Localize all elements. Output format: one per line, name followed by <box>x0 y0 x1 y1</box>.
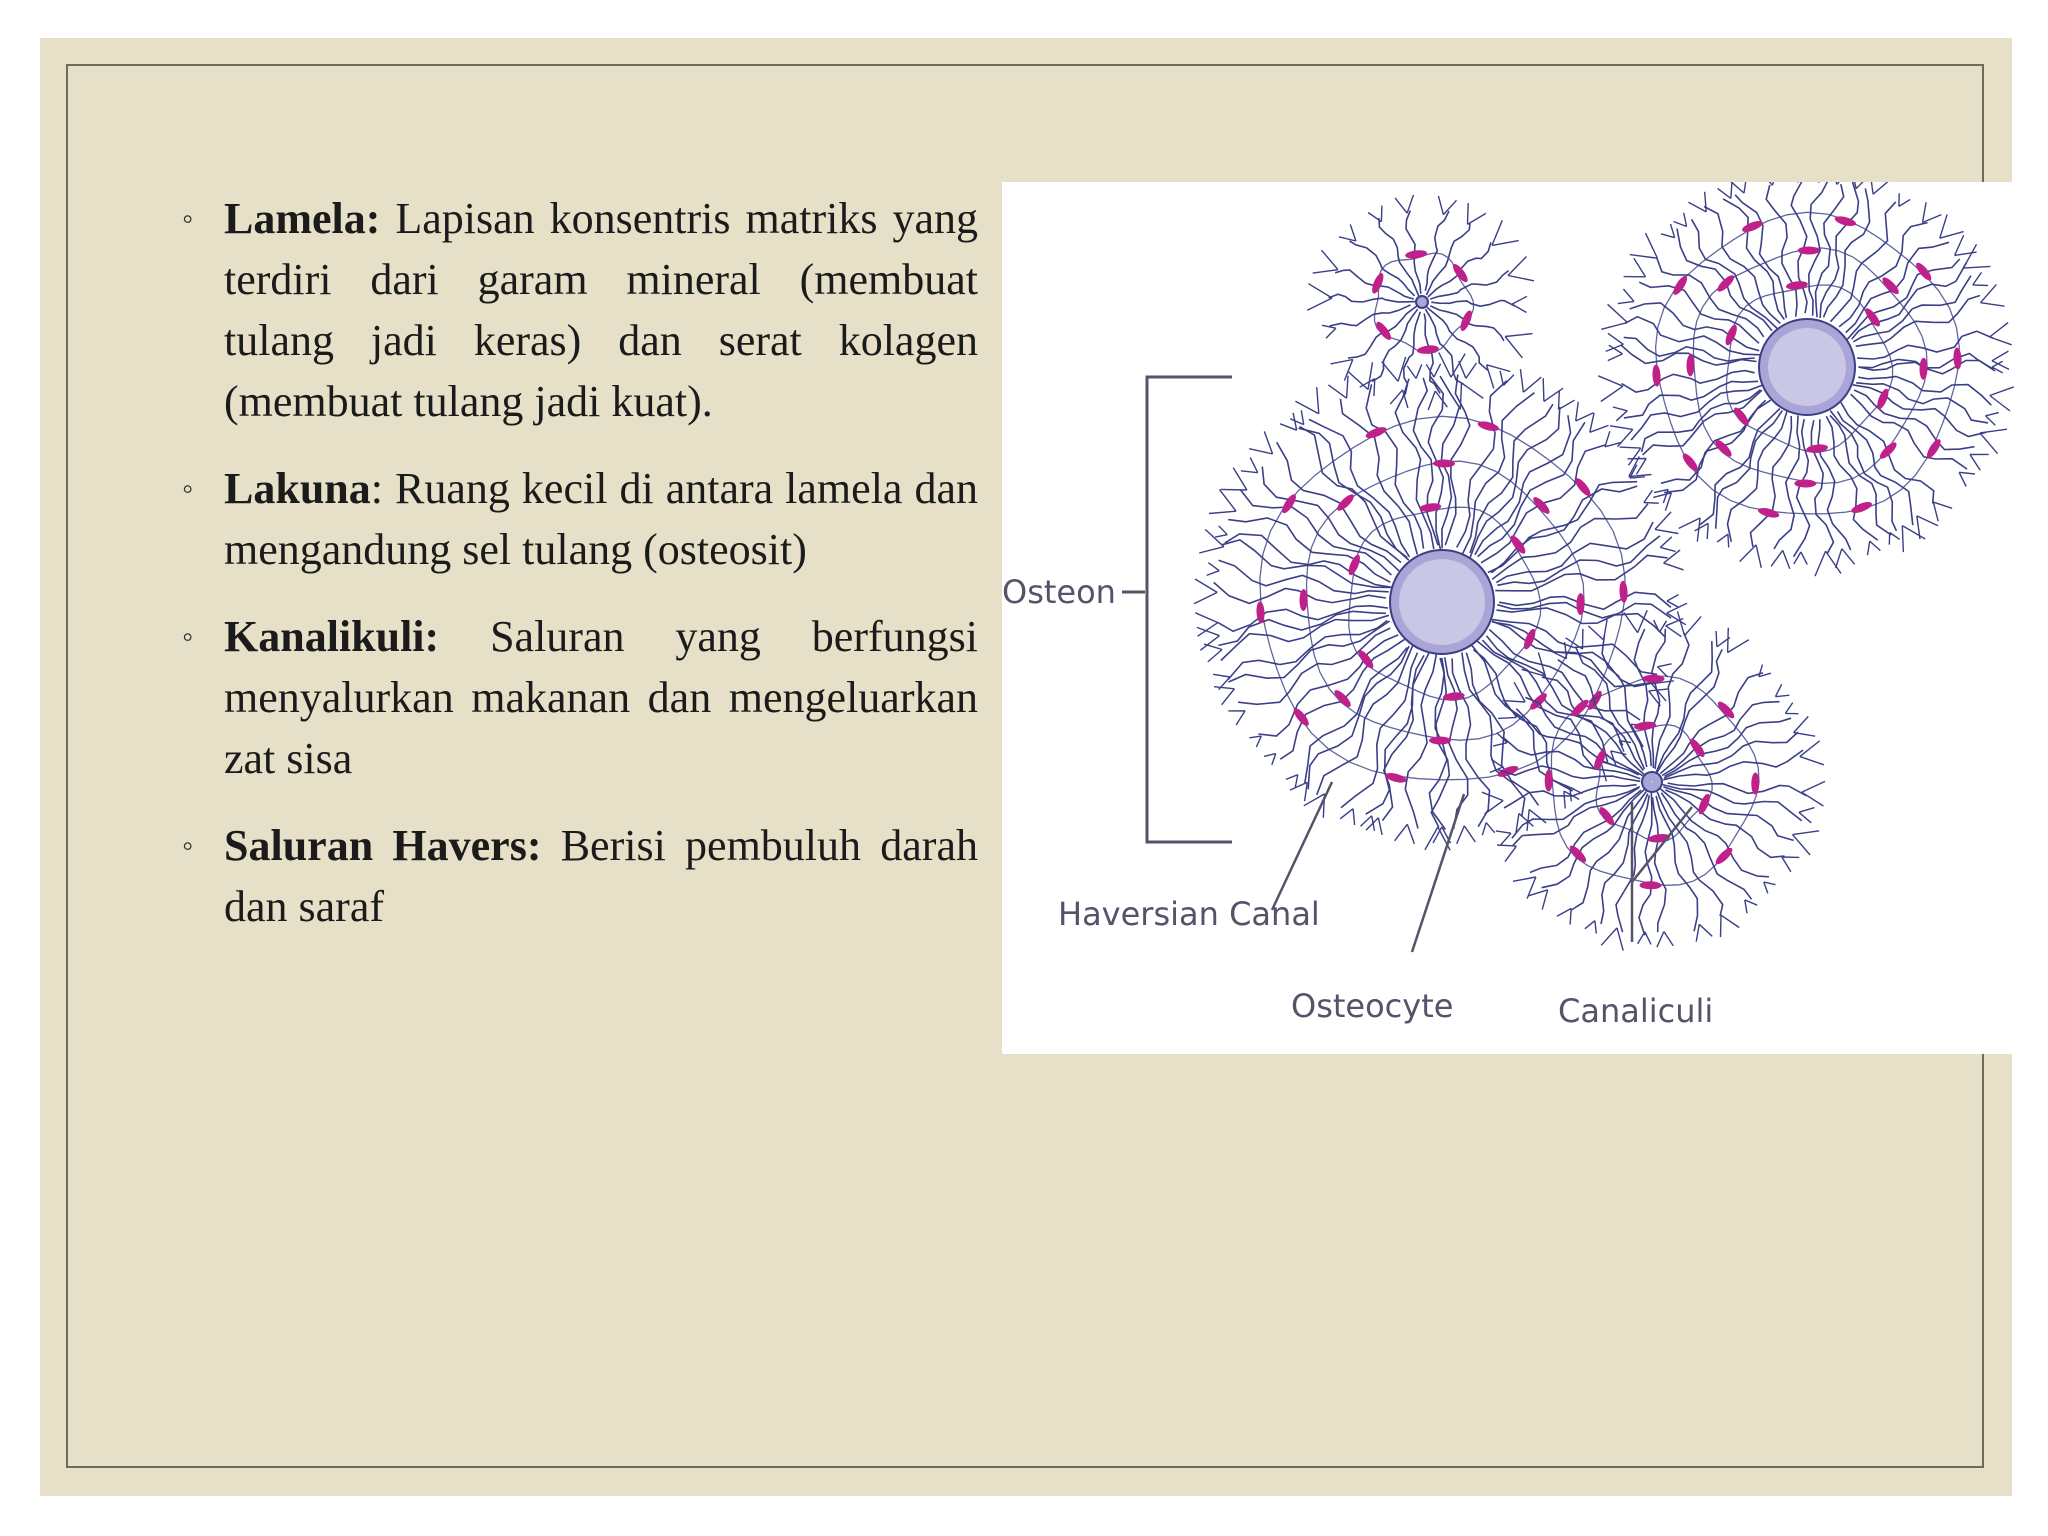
bullet-term: Saluran Havers: <box>224 821 542 870</box>
canaliculus-branch <box>1438 196 1456 215</box>
canaliculus-line <box>1692 219 1778 328</box>
canaliculus-branch <box>1395 824 1415 844</box>
canaliculus-branch <box>1340 809 1354 825</box>
canaliculus-line <box>1630 303 1760 351</box>
canaliculus-branch <box>1990 323 2012 345</box>
canaliculus-line <box>1662 785 1801 821</box>
osteocyte-label: Osteocyte <box>1291 987 1454 1025</box>
canaliculus-branch <box>1782 857 1799 872</box>
osteocyte-cell <box>1332 688 1353 709</box>
haversian-canal <box>1399 559 1485 645</box>
canaliculus-branch <box>1980 429 2007 453</box>
bullet-circle-icon: ◦ <box>182 827 194 863</box>
osteocyte-cell <box>1914 261 1934 283</box>
canaliculus-branch <box>1492 220 1519 245</box>
canaliculus-branch <box>1249 431 1272 454</box>
canaliculus-branch <box>1428 391 1447 410</box>
canaliculus-branch <box>1955 235 1977 255</box>
canaliculus-branch <box>1630 233 1658 258</box>
osteon-artwork <box>1194 182 2014 951</box>
canaliculus-line <box>1660 789 1769 877</box>
canaliculus-branch <box>1505 334 1532 358</box>
haversian-canal-label: Haversian Canal <box>1058 895 1320 933</box>
haversian-canal-ring <box>1416 296 1428 308</box>
canaliculus-line <box>1854 390 1974 450</box>
canaliculus-branch <box>1870 182 1892 194</box>
slide <box>40 38 2012 1496</box>
osteocyte-cell <box>1757 506 1780 519</box>
osteocyte-cell <box>1924 437 1943 460</box>
osteocyte-leader <box>1412 794 1464 952</box>
bullet-item <box>182 458 978 580</box>
canaliculus-line <box>1475 415 1571 554</box>
canaliculus-branch <box>1620 447 1641 465</box>
bullet-term: Lamela: <box>224 194 381 243</box>
osteocyte-cell <box>1508 533 1528 555</box>
canaliculus-line <box>1625 317 1761 355</box>
canaliculus-branch <box>1264 754 1276 765</box>
canaliculus-branch <box>1740 545 1762 568</box>
canaliculus-branch <box>1590 413 1609 432</box>
canaliculus-branch <box>1728 628 1749 653</box>
canaliculus-branch <box>1601 928 1623 951</box>
canaliculus-branch <box>1899 193 1910 206</box>
canaliculus-line <box>1427 307 1488 370</box>
canaliculus-line <box>1457 381 1507 548</box>
canaliculus-branch <box>1496 831 1511 845</box>
osteocyte-cell <box>1639 881 1661 889</box>
canaliculus-branch <box>1503 682 1526 702</box>
canaliculus-branch <box>1990 387 2014 411</box>
canaliculus-line <box>1228 518 1390 582</box>
canaliculus-branch <box>1764 882 1776 893</box>
bullet-circle-icon: ◦ <box>182 200 194 236</box>
bullet-circle-icon: ◦ <box>182 470 194 506</box>
canaliculus-branch <box>1585 921 1597 934</box>
bullet-text: Saluran yang berfungsi menyalurkan makanan dan mengeluarkan zat sisa <box>224 612 978 783</box>
canaliculus-line <box>1229 621 1390 682</box>
canaliculus-branch <box>1482 823 1494 836</box>
canaliculus-branch <box>1459 361 1477 378</box>
canaliculus-branch <box>1745 900 1757 913</box>
canaliculus-branch <box>1426 364 1440 377</box>
canaliculus-branch <box>1638 932 1651 945</box>
bullet-text: : Ruang kecil di antara lamela dan mengandung sel tulang (osteosit) <box>224 464 978 574</box>
canaliculus-branch <box>1601 304 1627 329</box>
bullet-text: Berisi pembuluh darah dan saraf <box>224 821 978 931</box>
canaliculus-branch <box>1793 831 1820 855</box>
canaliculus-branch <box>1721 915 1740 937</box>
osteocyte-cell <box>1878 440 1899 461</box>
canaliculus-branch <box>1487 365 1511 389</box>
canaliculus-line <box>1794 419 1810 557</box>
osteocyte-cell <box>1280 492 1299 515</box>
osteocyte-cell <box>1374 320 1394 342</box>
canaliculus-branch <box>1973 272 1988 285</box>
canaliculus-branch <box>1610 426 1633 447</box>
canaliculus-branch <box>1755 182 1780 185</box>
canaliculi-leader-2 <box>1632 807 1692 882</box>
osteon-bracket <box>1147 377 1152 842</box>
osteocyte-cell <box>1429 736 1451 744</box>
canaliculus-line <box>1660 673 1763 774</box>
canaliculus-branch <box>1624 258 1646 277</box>
canaliculus-line <box>1404 312 1421 395</box>
canaliculus-branch <box>1520 369 1541 392</box>
canaliculus-branch <box>1678 611 1702 635</box>
canaliculus-line <box>1395 379 1434 549</box>
canaliculus-branch <box>1802 781 1825 806</box>
canaliculus-branch <box>1498 702 1517 718</box>
canaliculus-line <box>1663 787 1793 841</box>
canaliculus-branch <box>1557 908 1571 924</box>
canaliculus-branch <box>1902 526 1925 553</box>
canaliculus-branch <box>1658 664 1672 677</box>
canaliculus-branch <box>1657 932 1673 948</box>
canaliculus-branch <box>1576 402 1594 421</box>
canaliculus-branch <box>1543 378 1563 401</box>
canaliculus-branch <box>1963 244 1990 268</box>
osteocyte-cell <box>1531 495 1552 516</box>
canaliculus-branch <box>1215 526 1227 537</box>
canaliculus-branch <box>1992 351 2009 369</box>
canaliculus-line <box>1664 732 1798 778</box>
canaliculus-branch <box>1295 387 1318 414</box>
bullet-item <box>182 606 978 789</box>
canaliculus-branch <box>1199 529 1224 553</box>
canaliculus-branch <box>1970 454 1989 470</box>
canaliculus-branch <box>1836 549 1855 568</box>
canaliculus-branch <box>1241 457 1258 472</box>
osteocyte-cell <box>1370 272 1386 295</box>
canaliculus-branch <box>1940 215 1964 239</box>
osteocyte-cell <box>1715 273 1736 294</box>
canaliculus-branch <box>1618 289 1634 304</box>
bullet-text: Lapisan konsentris matriks yang terdiri dari garam mineral (membuat tulang jadi keras) dan serat kolagen (membuat tulang jadi kuat). <box>224 194 978 426</box>
canaliculus-branch <box>1868 541 1881 555</box>
canaliculus-branch <box>1280 413 1297 430</box>
canaliculus-line <box>1492 622 1657 687</box>
canaliculus-branch <box>1688 192 1706 212</box>
canaliculus-branch <box>1718 182 1732 198</box>
bullet-list <box>182 188 978 963</box>
osteocyte-cell <box>1716 699 1737 720</box>
osteocyte-cell <box>1477 420 1500 433</box>
bullet-item <box>182 188 978 432</box>
canaliculus-branch <box>1290 410 1303 424</box>
osteocyte-cell <box>1545 769 1553 791</box>
canaliculi-label: Canaliculi <box>1558 992 1714 1030</box>
canaliculus-branch <box>1559 391 1575 410</box>
haversian-canal <box>1651 781 1653 783</box>
canaliculus-branch <box>1759 665 1771 677</box>
canaliculus-line <box>1491 486 1637 573</box>
canaliculus-branch <box>1197 627 1220 650</box>
canaliculus-branch <box>1497 845 1516 862</box>
osteocyte-cell <box>1573 476 1593 498</box>
canaliculus-branch <box>1605 431 1621 447</box>
osteocyte-cell <box>1806 443 1829 454</box>
canaliculus-branch <box>1508 257 1534 281</box>
haversian-canal-leader <box>1272 782 1332 910</box>
osteocyte-cell <box>1953 347 1962 369</box>
canaliculus-branch <box>1468 203 1486 224</box>
canaliculus-branch <box>1500 371 1514 386</box>
osteocyte-cell <box>1919 358 1927 380</box>
canaliculus-branch <box>1290 782 1307 801</box>
canaliculus-branch <box>1339 225 1356 242</box>
canaliculus-line <box>1445 375 1470 546</box>
canaliculus-branch <box>1195 613 1218 637</box>
canaliculus-branch <box>1660 537 1675 552</box>
canaliculus-line <box>1830 415 1891 535</box>
bullet-circle-icon: ◦ <box>182 618 194 654</box>
haversian-canal <box>1768 328 1846 406</box>
osteocyte-cell <box>1785 280 1808 291</box>
canaliculus-line <box>1499 592 1671 609</box>
canaliculus-branch <box>1307 284 1332 311</box>
canaliculus-branch <box>1923 202 1942 222</box>
canaliculus-branch <box>1613 407 1627 421</box>
canaliculus-branch <box>1322 325 1336 338</box>
canaliculus-branch <box>1382 357 1406 381</box>
canaliculus-branch <box>1695 523 1709 539</box>
canaliculus-branch <box>1331 360 1353 381</box>
canaliculus-branch <box>1661 224 1675 238</box>
canaliculus-line <box>1839 223 1928 327</box>
canaliculus-branch <box>1800 741 1824 765</box>
osteocyte-cell <box>1850 500 1873 515</box>
canaliculus-branch <box>1731 182 1747 193</box>
canaliculus-branch <box>1771 550 1790 568</box>
canaliculus-branch <box>1368 206 1382 222</box>
canaliculus-line <box>1425 211 1449 291</box>
osteon-label: Osteon <box>1002 573 1116 611</box>
canaliculus-branch <box>1209 490 1236 514</box>
canaliculus-branch <box>1717 534 1729 547</box>
canaliculus-branch <box>1513 877 1536 899</box>
osteocyte-cell <box>1686 354 1694 376</box>
canaliculus-branch <box>1785 703 1798 714</box>
canaliculus-line <box>1466 653 1538 806</box>
canaliculus-branch <box>1653 493 1671 511</box>
canaliculus-branch <box>1830 182 1851 184</box>
canaliculus-line <box>1277 442 1401 562</box>
osteocyte-cell <box>1680 451 1700 473</box>
canaliculus-line <box>1452 658 1489 826</box>
canaliculus-branch <box>1794 716 1816 736</box>
osteon-diagram <box>1002 182 2014 1054</box>
canaliculus-branch <box>1655 512 1678 534</box>
canaliculus-branch <box>1407 364 1422 378</box>
canaliculus-branch <box>1598 376 1623 402</box>
canaliculus-branch <box>1981 284 2005 306</box>
canaliculus-line <box>1811 420 1833 554</box>
canaliculus-branch <box>1696 924 1712 941</box>
osteocyte-cell <box>1496 764 1519 779</box>
canaliculus-branch <box>1228 711 1245 725</box>
osteocyte-cell <box>1416 344 1439 355</box>
canaliculus-line <box>1700 409 1780 525</box>
osteocyte-cell <box>1405 249 1428 260</box>
osteocyte-cell <box>1794 479 1816 487</box>
osteon-diagram-svg <box>1002 182 2014 1054</box>
canaliculus-branch <box>1933 502 1952 521</box>
canaliculus-branch <box>1512 296 1527 312</box>
canaliculus-branch <box>1207 563 1220 576</box>
canaliculus-branch <box>1611 751 1627 766</box>
canaliculus-branch <box>1286 775 1298 788</box>
canaliculus-branch <box>1204 644 1222 662</box>
canaliculus-branch <box>1313 250 1338 273</box>
canaliculus-branch <box>1214 687 1234 705</box>
canaliculus-branch <box>1348 362 1373 389</box>
canaliculus-branch <box>1674 213 1687 227</box>
canaliculus-branch <box>1664 550 1684 570</box>
canaliculus-branch <box>1959 472 1975 486</box>
canaliculus-branch <box>1460 383 1483 410</box>
bullet-term: Kanalikuli: <box>224 612 440 661</box>
canaliculus-branch <box>1249 736 1261 747</box>
canaliculus-branch <box>1775 684 1789 697</box>
canaliculus-line <box>1846 242 1949 332</box>
canaliculus-line <box>1259 635 1399 736</box>
canaliculus-branch <box>1395 195 1413 213</box>
canaliculus-branch <box>1528 890 1548 910</box>
canaliculus-line <box>1766 185 1797 317</box>
canaliculus-branch <box>1457 826 1476 844</box>
canaliculus-branch <box>1482 792 1503 814</box>
bullet-term: Lakuna <box>224 464 371 513</box>
bullet-item <box>182 815 978 937</box>
